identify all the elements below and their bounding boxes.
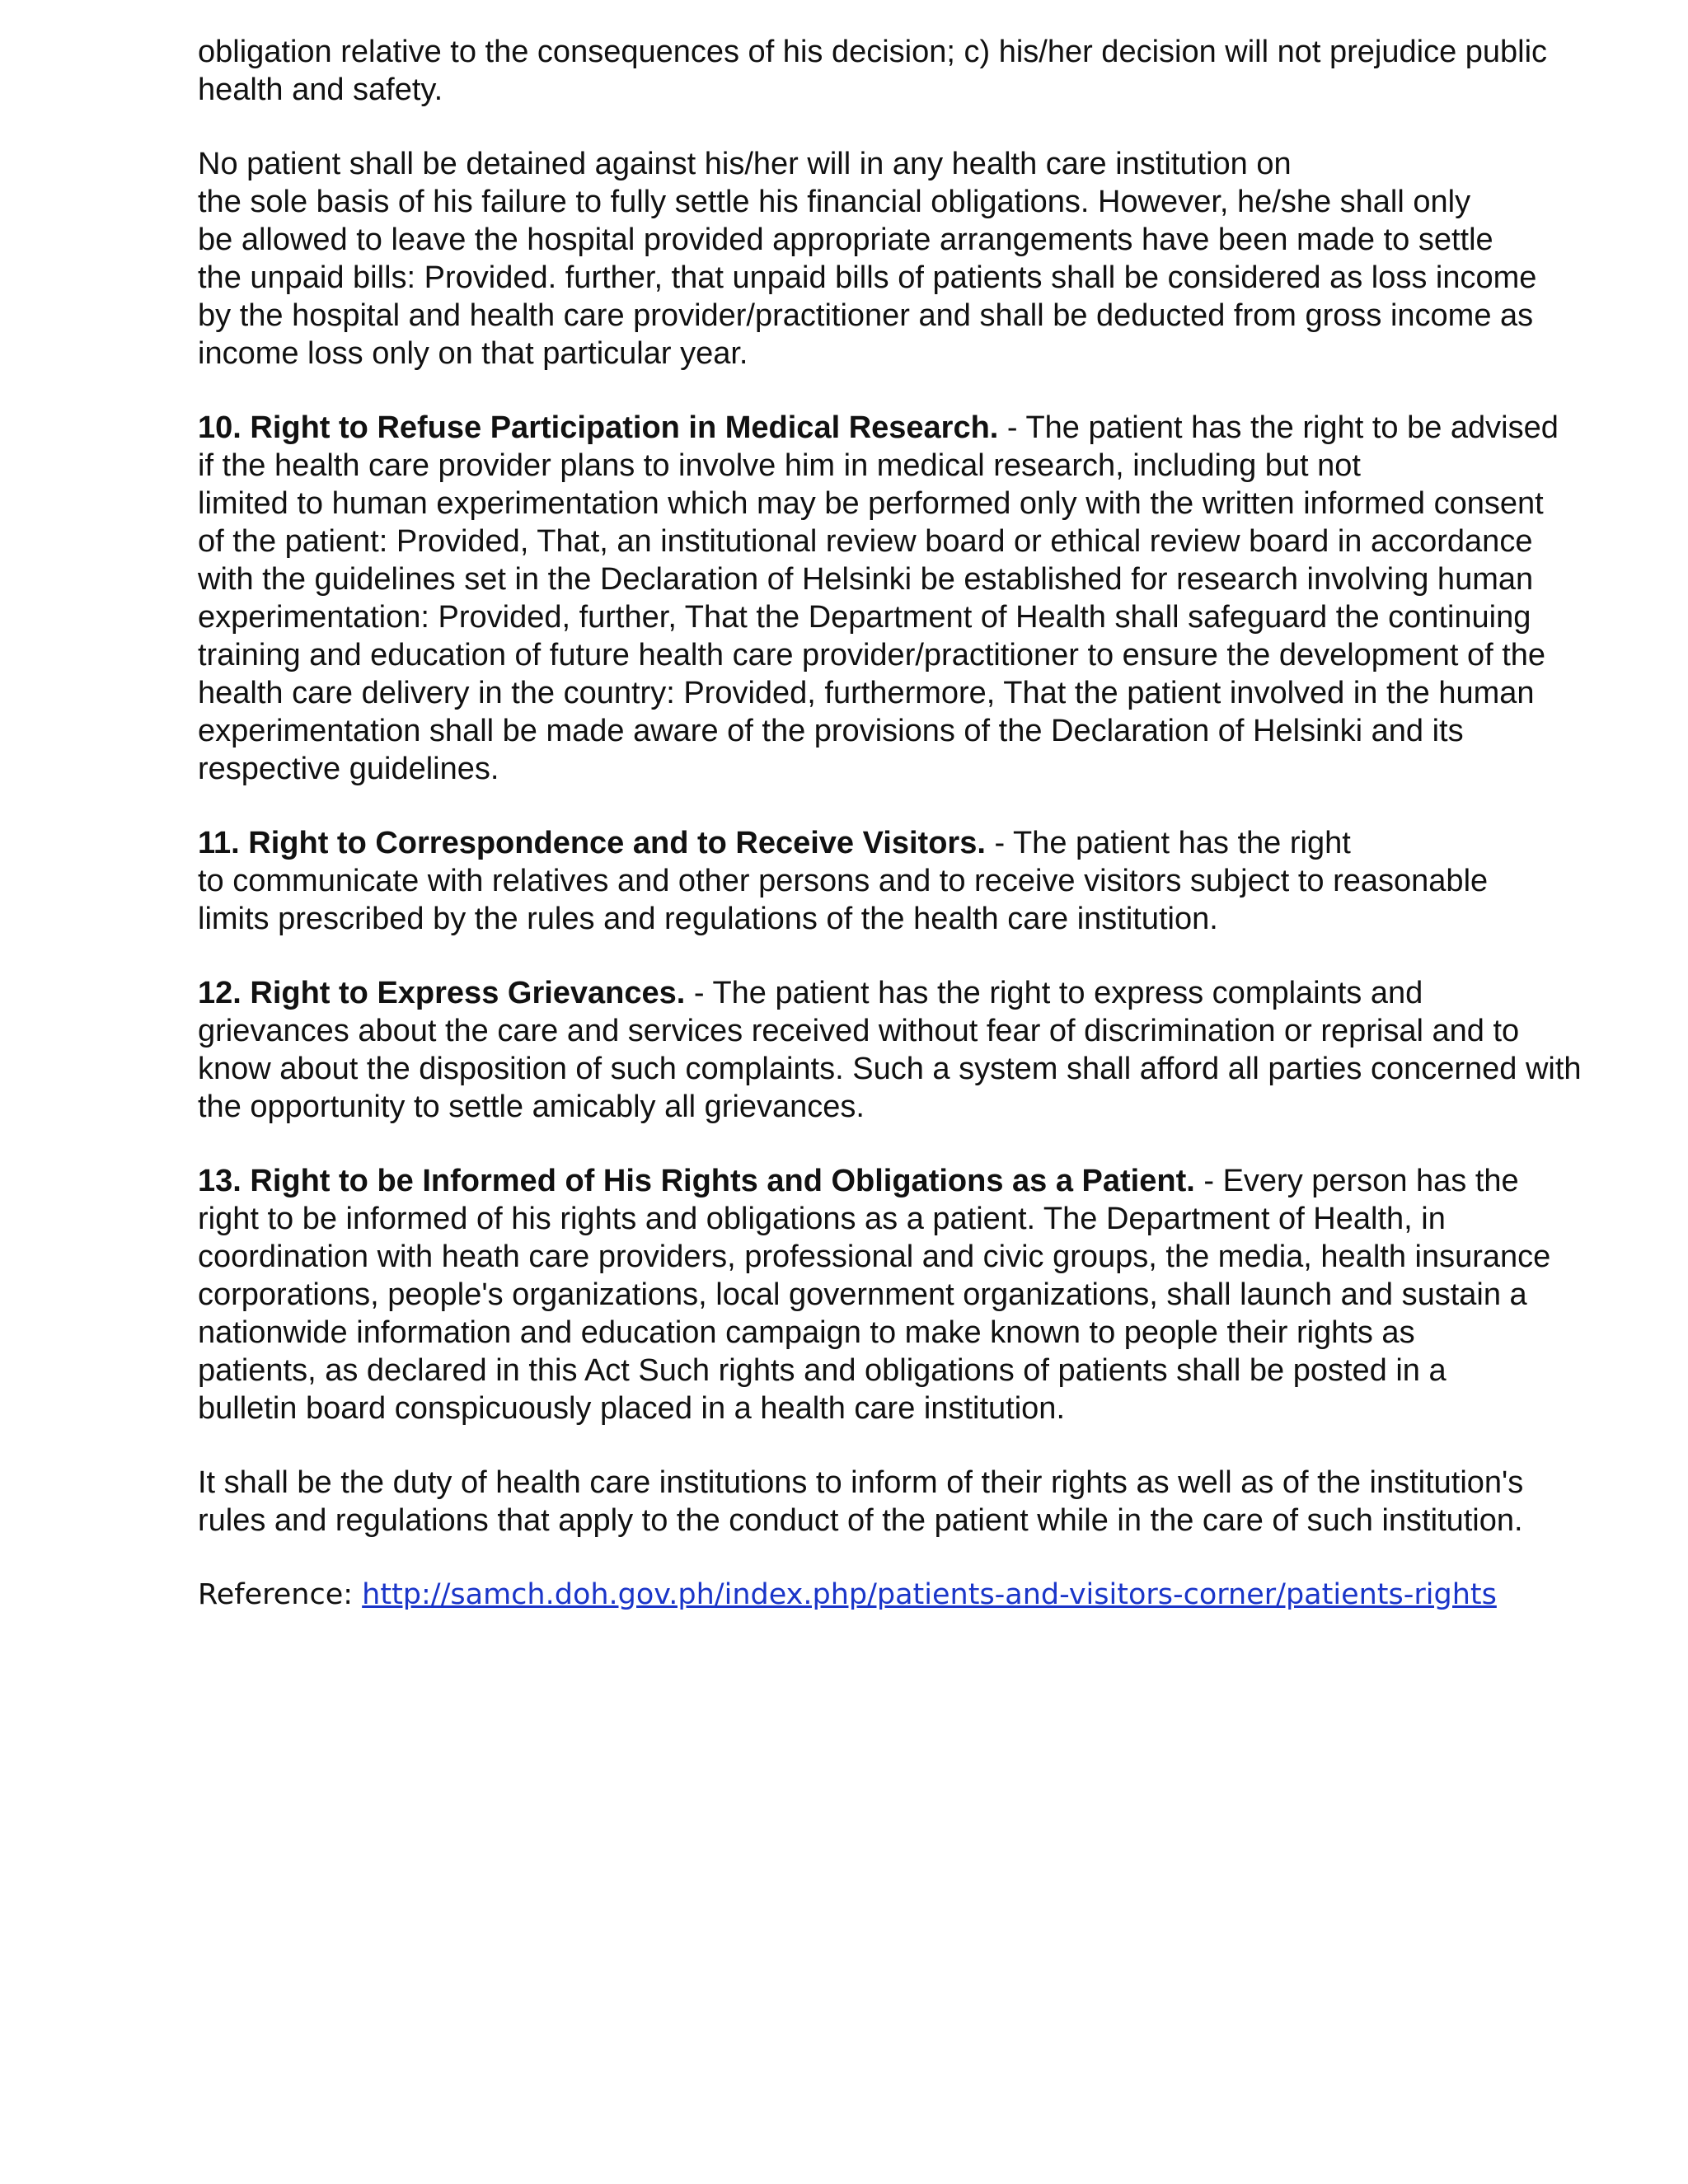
- section-11-paragraph: [198, 824, 1657, 938]
- text-line: [198, 824, 1657, 862]
- text-line: coordination with heath care providers, professional and civic groups, the media, health insurance: [198, 1240, 1551, 1274]
- text-line: nationwide information and education campaign to make known to people their rights as: [198, 1315, 1415, 1350]
- text-line: [198, 1162, 1657, 1200]
- section-10-paragraph: [198, 409, 1657, 788]
- text-line: It shall be the duty of health care institutions to inform of their rights as well as of the institution's: [198, 1465, 1524, 1500]
- text-line: respective guidelines.: [198, 752, 499, 786]
- section-11-intro: - The patient has the right: [985, 826, 1351, 860]
- reference-label: Reference:: [198, 1578, 363, 1611]
- text-line: right to be informed of his rights and obligations as a patient. The Department of Health, in: [198, 1202, 1446, 1236]
- text-line: limited to human experimentation which may be performed only with the written informed consent: [198, 486, 1544, 521]
- text-line: experimentation shall be made aware of the provisions of the Declaration of Helsinki and its: [198, 714, 1464, 748]
- section-12-paragraph: [198, 974, 1657, 1126]
- text-line: training and education of future health care provider/practitioner to ensure the development of the: [198, 638, 1546, 673]
- text-line: limits prescribed by the rules and regulations of the health care institution.: [198, 902, 1218, 936]
- section-13-intro: - Every person has the: [1194, 1164, 1519, 1198]
- paragraph-duty: [198, 1464, 1657, 1540]
- text-line: income loss only on that particular year.: [198, 336, 748, 371]
- text-line: [198, 974, 1657, 1012]
- text-line: [198, 409, 1657, 447]
- paragraph-detention: [198, 145, 1657, 373]
- text-line: health and safety.: [198, 73, 443, 107]
- text-line: patients, as declared in this Act Such rights and obligations of patients shall be posted in a: [198, 1353, 1447, 1388]
- section-13-paragraph: [198, 1162, 1657, 1427]
- text-line: health care delivery in the country: Provided, furthermore, That the patient involved in the human: [198, 676, 1535, 710]
- text-line: experimentation: Provided, further, That the Department of Health shall safeguard the continuing: [198, 600, 1531, 635]
- text-line: if the health care provider plans to involve him in medical research, including but not: [198, 448, 1361, 483]
- reference-link[interactable]: http://samch.doh.gov.ph/index.php/patients-and-visitors-corner/patients-rights: [362, 1578, 1497, 1611]
- text-line: to communicate with relatives and other persons and to receive visitors subject to reasonable: [198, 864, 1489, 898]
- text-line: with the guidelines set in the Declaration of Helsinki be established for research involving human: [198, 562, 1534, 597]
- text-line: be allowed to leave the hospital provided appropriate arrangements have been made to settle: [198, 223, 1493, 257]
- text-line: the opportunity to settle amicably all grievances.: [198, 1090, 865, 1124]
- text-line: rules and regulations that apply to the conduct of the patient while in the care of such institution.: [198, 1503, 1523, 1538]
- document-page: [198, 33, 1657, 1614]
- section-11-heading: 11. Right to Correspondence and to Receive Visitors.: [198, 826, 986, 860]
- text-line: of the patient: Provided, That, an institutional review board or ethical review board in accordance: [198, 524, 1533, 559]
- text-line: the unpaid bills: Provided. further, that unpaid bills of patients shall be considered as loss income: [198, 260, 1537, 295]
- text-line: by the hospital and health care provider/practitioner and shall be deducted from gross income as: [198, 298, 1534, 333]
- section-10-intro: - The patient has the right to be advised: [998, 410, 1559, 445]
- text-line: No patient shall be detained against his/her will in any health care institution on: [198, 147, 1292, 181]
- section-12-intro: - The patient has the right to express complaints and: [685, 976, 1423, 1010]
- reference-line: [198, 1576, 1657, 1614]
- text-line: grievances about the care and services received without fear of discrimination or reprisal and to: [198, 1014, 1520, 1048]
- section-13-heading: 13. Right to be Informed of His Rights and Obligations as a Patient.: [198, 1164, 1195, 1198]
- paragraph-continuation: [198, 33, 1657, 109]
- text-line: corporations, people's organizations, local government organizations, shall launch and sustain a: [198, 1277, 1527, 1312]
- section-10-heading: 10. Right to Refuse Participation in Medical Research.: [198, 410, 999, 445]
- section-12-heading: 12. Right to Express Grievances.: [198, 976, 686, 1010]
- text-line: the sole basis of his failure to fully settle his financial obligations. However, he/she shall only: [198, 185, 1471, 219]
- text-line: bulletin board conspicuously placed in a health care institution.: [198, 1391, 1065, 1426]
- text-line: know about the disposition of such complaints. Such a system shall afford all parties concerned with: [198, 1052, 1582, 1086]
- text-line: obligation relative to the consequences of his decision; c) his/her decision will not prejudice public: [198, 35, 1548, 69]
